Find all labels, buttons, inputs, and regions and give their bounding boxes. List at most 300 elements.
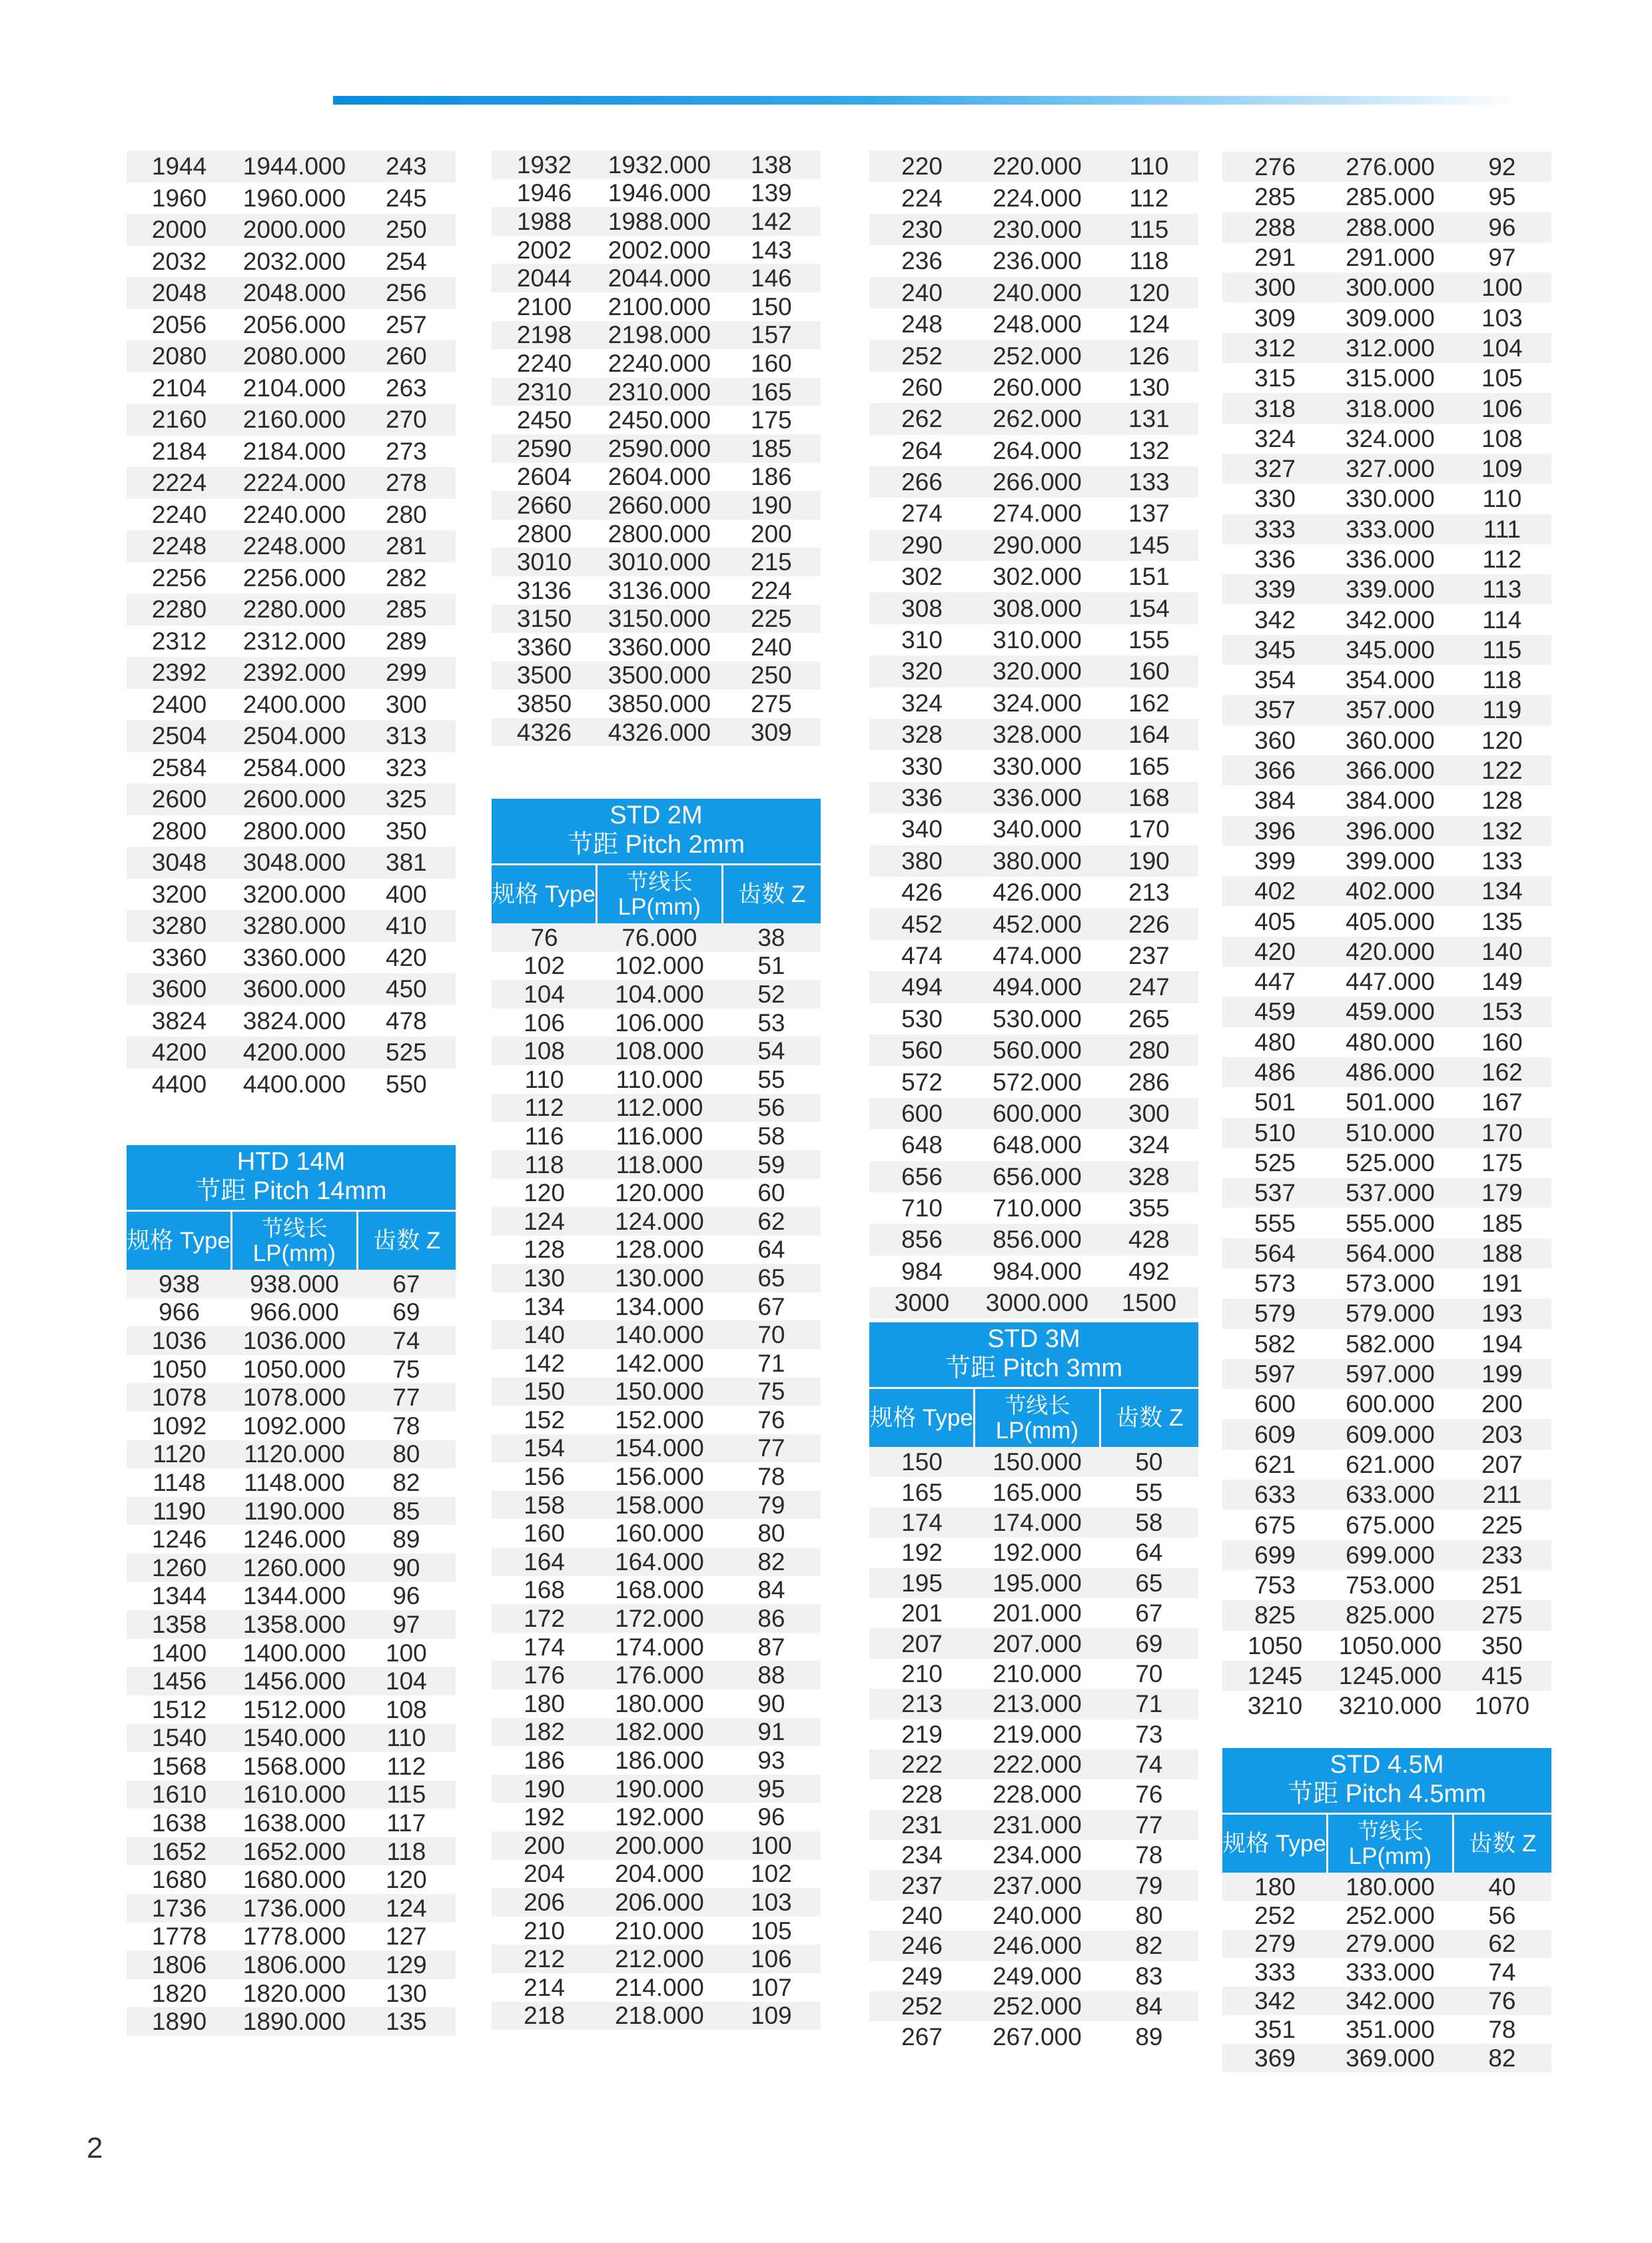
teeth-cell: 67 xyxy=(357,1270,456,1298)
type-cell: 182 xyxy=(492,1718,597,1747)
teeth-cell: 71 xyxy=(757,1349,785,1377)
table-row xyxy=(492,1406,821,1434)
table-row xyxy=(127,1497,456,1526)
teeth-cell: 135 xyxy=(357,2007,456,2036)
type-cell: 228 xyxy=(901,1781,943,1809)
table-row xyxy=(127,183,456,215)
teeth-cell: 84 xyxy=(757,1576,785,1604)
table-row xyxy=(869,750,1198,781)
lp-cell: 1540.000 xyxy=(232,1724,357,1753)
lp-cell: 354.000 xyxy=(1346,666,1435,694)
teeth-cell: 79 xyxy=(1100,1870,1198,1900)
col-z-header: 齿数 Z xyxy=(373,1227,441,1254)
table-row xyxy=(1222,1901,1551,1930)
table-row xyxy=(127,436,456,468)
type-cell: 2160 xyxy=(127,404,232,436)
lp-cell: 180.000 xyxy=(615,1689,704,1717)
type-cell: 3360 xyxy=(516,633,572,661)
type-cell: 214 xyxy=(524,1973,565,2001)
table-row xyxy=(869,1447,1198,1477)
table-row xyxy=(1222,1450,1551,1480)
table-row xyxy=(869,530,1198,561)
type-cell: 124 xyxy=(492,1207,597,1236)
table-row xyxy=(492,1264,821,1292)
type-cell: 1946 xyxy=(516,179,572,207)
type-cell: 2000 xyxy=(127,214,232,246)
type-cell: 2800 xyxy=(151,817,207,845)
table-row xyxy=(492,689,821,718)
teeth-cell: 137 xyxy=(1128,500,1170,528)
teeth-cell: 281 xyxy=(357,530,456,562)
lp-cell: 266.000 xyxy=(975,466,1100,498)
lp-cell: 710.000 xyxy=(993,1194,1082,1222)
teeth-cell: 138 xyxy=(722,151,821,179)
belt-table xyxy=(127,151,456,1100)
lp-cell: 213.000 xyxy=(975,1689,1100,1719)
lp-cell: 3210.000 xyxy=(1338,1692,1442,1720)
type-cell: 1806 xyxy=(127,1951,232,1979)
type-cell: 600 xyxy=(869,1098,975,1129)
lp-cell: 3850.000 xyxy=(608,690,711,718)
table-row xyxy=(869,1659,1198,1689)
type-cell: 405 xyxy=(1254,907,1296,935)
col-type-header: 规格 Type xyxy=(869,1389,975,1447)
lp-cell: 1078.000 xyxy=(232,1383,357,1412)
lp-cell: 1358.000 xyxy=(232,1610,357,1639)
table-row xyxy=(1222,876,1551,906)
teeth-cell: 162 xyxy=(1128,689,1170,717)
teeth-cell: 85 xyxy=(357,1497,456,1526)
type-cell: 339 xyxy=(1222,574,1328,604)
teeth-cell: 89 xyxy=(392,1526,420,1554)
lp-cell: 192.000 xyxy=(615,1803,704,1831)
table-row xyxy=(127,783,456,815)
type-cell: 324 xyxy=(901,689,943,717)
type-cell: 2256 xyxy=(151,564,207,592)
teeth-cell: 250 xyxy=(357,214,456,246)
table-row xyxy=(869,1598,1198,1628)
lp-cell: 560.000 xyxy=(975,1035,1100,1066)
teeth-cell: 100 xyxy=(386,1639,427,1667)
lp-cell: 340.000 xyxy=(993,815,1082,843)
type-cell: 160 xyxy=(524,1520,565,1548)
type-cell: 252 xyxy=(1254,1901,1296,1929)
teeth-cell: 245 xyxy=(386,184,427,212)
lp-cell: 564.000 xyxy=(1328,1238,1453,1268)
table-row xyxy=(1222,1148,1551,1178)
table-row xyxy=(1222,1540,1551,1570)
teeth-cell: 65 xyxy=(1100,1568,1198,1598)
lp-cell: 330.000 xyxy=(1346,485,1435,513)
teeth-cell: 100 xyxy=(722,1831,821,1860)
type-cell: 1456 xyxy=(127,1667,232,1695)
lp-cell: 174.000 xyxy=(975,1508,1100,1538)
lp-cell: 324.000 xyxy=(993,689,1082,717)
table-row xyxy=(1222,755,1551,785)
table-row xyxy=(492,151,821,179)
table-row xyxy=(869,1224,1198,1255)
table-row xyxy=(127,1582,456,1611)
type-cell: 231 xyxy=(869,1810,975,1840)
lp-cell: 267.000 xyxy=(993,2022,1082,2050)
lp-cell: 315.000 xyxy=(1346,364,1435,392)
teeth-cell: 186 xyxy=(751,463,792,491)
table-row xyxy=(127,1440,456,1469)
type-cell: 2224 xyxy=(127,467,232,499)
table-row xyxy=(127,1951,456,1979)
pitch-subtitle: 节距 Pitch 3mm xyxy=(945,1354,1123,1382)
teeth-cell: 135 xyxy=(1481,907,1523,935)
type-cell: 3210 xyxy=(1247,1692,1303,1720)
teeth-cell: 355 xyxy=(1128,1194,1170,1222)
teeth-cell: 70 xyxy=(722,1320,821,1349)
table-row xyxy=(492,1718,821,1747)
table-row xyxy=(127,942,456,974)
type-cell: 168 xyxy=(524,1576,565,1604)
table-row xyxy=(492,1803,821,1831)
teeth-cell: 120 xyxy=(1481,726,1523,754)
teeth-cell: 40 xyxy=(1453,1873,1551,1901)
type-cell: 1092 xyxy=(151,1412,207,1440)
teeth-cell: 146 xyxy=(722,264,821,292)
type-cell: 327 xyxy=(1222,454,1328,484)
table-row xyxy=(492,1434,821,1463)
table-row xyxy=(127,309,456,341)
teeth-cell: 243 xyxy=(357,151,456,183)
lp-cell: 2600.000 xyxy=(232,783,357,815)
type-cell: 328 xyxy=(869,719,975,750)
teeth-cell: 131 xyxy=(1100,403,1198,434)
teeth-cell: 82 xyxy=(392,1468,420,1496)
belt-table xyxy=(492,923,821,2030)
lp-cell: 274.000 xyxy=(993,500,1082,528)
teeth-cell: 110 xyxy=(1100,151,1198,182)
teeth-cell: 112 xyxy=(1129,184,1169,212)
lp-cell: 2104.000 xyxy=(242,374,346,402)
lp-cell: 120.000 xyxy=(615,1179,704,1207)
teeth-cell: 257 xyxy=(386,310,427,338)
type-cell: 447 xyxy=(1254,968,1296,996)
lp-cell: 1344.000 xyxy=(242,1582,346,1610)
lp-cell: 1190.000 xyxy=(232,1497,357,1526)
lp-cell: 154.000 xyxy=(597,1434,722,1463)
lp-cell: 1944.000 xyxy=(232,151,357,183)
teeth-cell: 203 xyxy=(1453,1419,1551,1449)
lp-cell: 328.000 xyxy=(975,719,1100,750)
table-row xyxy=(127,1809,456,1837)
table-row xyxy=(492,718,821,747)
teeth-cell: 323 xyxy=(386,753,427,781)
teeth-cell: 149 xyxy=(1481,968,1523,996)
table-row xyxy=(869,1066,1198,1097)
lp-cell: 4400.000 xyxy=(242,1070,346,1098)
lp-cell: 112.000 xyxy=(597,1094,722,1122)
table-row xyxy=(869,1870,1198,1900)
teeth-cell: 160 xyxy=(751,349,792,377)
belt-table xyxy=(492,151,821,746)
table-row xyxy=(869,1035,1198,1066)
teeth-cell: 185 xyxy=(722,434,821,463)
teeth-cell: 111 xyxy=(1453,514,1551,544)
page-number: 2 xyxy=(87,2132,103,2164)
table-row xyxy=(869,877,1198,908)
lp-cell: 3360.000 xyxy=(242,943,346,971)
teeth-cell: 69 xyxy=(1100,1628,1198,1658)
table-row xyxy=(1222,1178,1551,1208)
lp-cell: 195.000 xyxy=(975,1568,1100,1598)
table-header xyxy=(1222,1748,1551,1873)
type-cell: 4400 xyxy=(151,1070,207,1098)
table-row xyxy=(1222,695,1551,725)
lp-cell: 172.000 xyxy=(597,1604,722,1633)
block-b3 xyxy=(492,151,821,746)
table-row xyxy=(127,499,456,531)
type-cell: 249 xyxy=(901,1962,943,1990)
teeth-cell: 132 xyxy=(1128,436,1170,464)
lp-cell: 302.000 xyxy=(993,563,1082,591)
table-row xyxy=(492,605,821,634)
lp-cell: 2002.000 xyxy=(608,236,711,264)
lp-cell: 405.000 xyxy=(1346,907,1435,935)
series-title: STD 4.5M xyxy=(1330,1751,1444,1779)
table-row xyxy=(127,973,456,1005)
table-row xyxy=(1222,1087,1551,1117)
lp-cell: 648.000 xyxy=(993,1131,1082,1159)
table-row xyxy=(492,923,821,952)
teeth-cell: 190 xyxy=(722,491,821,520)
col-z-header: 齿数 Z xyxy=(1469,1830,1537,1857)
teeth-cell: 420 xyxy=(386,943,427,971)
table-row xyxy=(869,1256,1198,1287)
table-row xyxy=(492,491,821,520)
type-cell: 140 xyxy=(492,1320,597,1349)
type-cell: 134 xyxy=(524,1292,565,1320)
block-b5 xyxy=(869,151,1198,1318)
type-cell: 1344 xyxy=(151,1582,207,1610)
teeth-cell: 90 xyxy=(357,1554,456,1582)
teeth-cell: 250 xyxy=(722,662,821,690)
lp-cell: 116.000 xyxy=(616,1122,703,1150)
table-row xyxy=(869,2021,1198,2051)
type-cell: 3600 xyxy=(127,973,232,1005)
lp-cell: 609.000 xyxy=(1328,1419,1453,1449)
teeth-cell: 56 xyxy=(1488,1901,1516,1929)
type-cell: 309 xyxy=(1254,304,1296,332)
teeth-cell: 289 xyxy=(386,627,427,655)
teeth-cell: 120 xyxy=(386,1866,427,1894)
type-cell: 351 xyxy=(1254,2015,1296,2043)
type-cell: 108 xyxy=(492,1037,597,1065)
table-row xyxy=(492,1292,821,1321)
type-cell: 3010 xyxy=(492,548,597,576)
type-cell: 2310 xyxy=(492,378,597,406)
teeth-cell: 74 xyxy=(1100,1749,1198,1779)
table-row xyxy=(869,1840,1198,1870)
type-cell: 180 xyxy=(524,1689,565,1717)
lp-cell: 2660.000 xyxy=(597,491,722,520)
lp-cell: 1946.000 xyxy=(608,179,711,207)
table-row xyxy=(127,1355,456,1384)
type-cell: 510 xyxy=(1222,1118,1328,1148)
type-cell: 142 xyxy=(524,1349,565,1377)
type-cell: 106 xyxy=(524,1009,565,1037)
table-row xyxy=(869,435,1198,466)
type-cell: 333 xyxy=(1254,1959,1296,1987)
type-cell: 1778 xyxy=(151,1923,207,1951)
teeth-cell: 145 xyxy=(1100,530,1198,561)
type-cell: 2584 xyxy=(151,753,207,781)
type-cell: 192 xyxy=(901,1539,943,1567)
table-row xyxy=(869,971,1198,1003)
lp-cell: 231.000 xyxy=(975,1810,1100,1840)
belt-table xyxy=(869,1447,1198,2052)
lp-cell: 1148.000 xyxy=(244,1468,345,1496)
lp-cell: 124.000 xyxy=(597,1207,722,1236)
table-row xyxy=(127,657,456,689)
type-cell: 369 xyxy=(1222,2044,1328,2072)
type-cell: 3048 xyxy=(127,847,232,879)
type-cell: 1358 xyxy=(127,1610,232,1639)
lp-cell: 3360.000 xyxy=(608,633,711,661)
lp-cell: 474.000 xyxy=(993,941,1082,969)
lp-cell: 207.000 xyxy=(975,1628,1100,1658)
lp-cell: 426.000 xyxy=(993,879,1082,907)
type-cell: 530 xyxy=(901,1005,943,1033)
lp-cell: 2032.000 xyxy=(242,247,346,275)
teeth-cell: 105 xyxy=(1481,364,1523,392)
teeth-cell: 118 xyxy=(357,1837,456,1866)
teeth-cell: 126 xyxy=(1100,340,1198,371)
lp-cell: 342.000 xyxy=(1346,606,1435,634)
type-cell: 324 xyxy=(1254,424,1296,452)
teeth-cell: 80 xyxy=(757,1520,785,1548)
type-cell: 267 xyxy=(901,2022,943,2050)
type-cell: 207 xyxy=(869,1628,975,1658)
lp-cell: 164.000 xyxy=(597,1548,722,1576)
table-row xyxy=(869,1192,1198,1224)
lp-cell: 2450.000 xyxy=(608,406,711,434)
lp-cell: 160.000 xyxy=(615,1520,704,1548)
lp-cell: 210.000 xyxy=(615,1917,704,1945)
type-cell: 291 xyxy=(1254,244,1296,272)
table-row xyxy=(869,1749,1198,1779)
lp-cell: 1456.000 xyxy=(232,1667,357,1695)
table-row xyxy=(869,1961,1198,1991)
type-cell: 938 xyxy=(127,1270,232,1298)
lp-cell: 2400.000 xyxy=(242,690,346,718)
lp-cell: 494.000 xyxy=(975,971,1100,1003)
teeth-cell: 170 xyxy=(1128,815,1170,843)
table-row xyxy=(869,1129,1198,1160)
teeth-cell: 120 xyxy=(1100,277,1198,308)
belt-table xyxy=(869,151,1198,1318)
table-row xyxy=(869,908,1198,939)
teeth-cell: 115 xyxy=(1100,214,1198,245)
teeth-cell: 77 xyxy=(357,1383,456,1412)
lp-cell: 324.000 xyxy=(1346,424,1435,452)
teeth-cell: 237 xyxy=(1128,941,1170,969)
type-cell: 4326 xyxy=(492,718,597,747)
teeth-cell: 139 xyxy=(751,179,792,207)
lp-cell: 222.000 xyxy=(975,1749,1100,1779)
type-cell: 2198 xyxy=(492,321,597,350)
table-row xyxy=(1222,152,1551,182)
block-std-4-5m xyxy=(1222,1748,1551,2072)
lp-cell: 174.000 xyxy=(615,1633,704,1661)
type-cell: 240 xyxy=(901,1902,943,1930)
teeth-cell: 122 xyxy=(1453,755,1551,785)
teeth-cell: 71 xyxy=(1100,1689,1198,1719)
lp-cell: 249.000 xyxy=(993,1962,1082,1990)
lp-cell: 327.000 xyxy=(1328,454,1453,484)
table-row xyxy=(869,813,1198,845)
teeth-cell: 117 xyxy=(386,1809,426,1837)
col-lp-header: 节线长 LP(mm) xyxy=(1328,1815,1453,1873)
table-row xyxy=(492,633,821,662)
table-row xyxy=(492,1178,821,1207)
table-row xyxy=(1222,1631,1551,1661)
teeth-cell: 165 xyxy=(1128,752,1170,780)
table-row xyxy=(492,1917,821,1945)
series-title: STD 3M xyxy=(987,1325,1080,1353)
lp-cell: 106.000 xyxy=(615,1009,704,1037)
teeth-cell: 77 xyxy=(722,1434,821,1463)
table-row xyxy=(127,847,456,879)
col-lp-header: 节线长 LP(mm) xyxy=(598,865,723,923)
teeth-cell: 76 xyxy=(757,1406,785,1434)
type-cell: 1568 xyxy=(151,1752,207,1780)
type-cell: 675 xyxy=(1254,1511,1296,1539)
type-cell: 288 xyxy=(1222,213,1328,242)
teeth-cell: 299 xyxy=(357,657,456,689)
teeth-cell: 64 xyxy=(757,1236,785,1264)
teeth-cell: 285 xyxy=(357,594,456,626)
type-cell: 234 xyxy=(901,1841,943,1869)
table-row xyxy=(127,1724,456,1753)
teeth-cell: 77 xyxy=(1100,1810,1198,1840)
table-row xyxy=(127,1639,456,1667)
type-cell: 699 xyxy=(1222,1540,1328,1570)
type-cell: 340 xyxy=(901,815,943,843)
type-cell: 2048 xyxy=(127,277,232,309)
table-row xyxy=(1222,1987,1551,2015)
type-cell: 572 xyxy=(901,1068,943,1096)
table-row xyxy=(869,845,1198,877)
lp-cell: 3000.000 xyxy=(975,1287,1100,1318)
table-row xyxy=(869,308,1198,340)
lp-cell: 2080.000 xyxy=(232,340,357,372)
table-row xyxy=(492,1945,821,1973)
lp-cell: 180.000 xyxy=(1328,1873,1453,1901)
type-cell: 354 xyxy=(1254,666,1296,694)
block-std-2m xyxy=(492,799,821,2030)
type-cell: 2032 xyxy=(151,247,207,275)
type-cell: 597 xyxy=(1222,1359,1328,1389)
type-cell: 753 xyxy=(1254,1571,1296,1599)
lp-cell: 192.000 xyxy=(993,1539,1082,1567)
type-cell: 2450 xyxy=(516,406,572,434)
teeth-cell: 78 xyxy=(392,1412,420,1440)
teeth-cell: 95 xyxy=(722,1775,821,1803)
type-cell: 600 xyxy=(1254,1390,1296,1418)
type-cell: 152 xyxy=(524,1406,565,1434)
table-row xyxy=(492,1462,821,1491)
type-cell: 2240 xyxy=(151,500,207,528)
teeth-cell: 87 xyxy=(757,1633,785,1661)
table-row xyxy=(869,1098,1198,1129)
table-row xyxy=(127,562,456,594)
table-row xyxy=(869,277,1198,308)
